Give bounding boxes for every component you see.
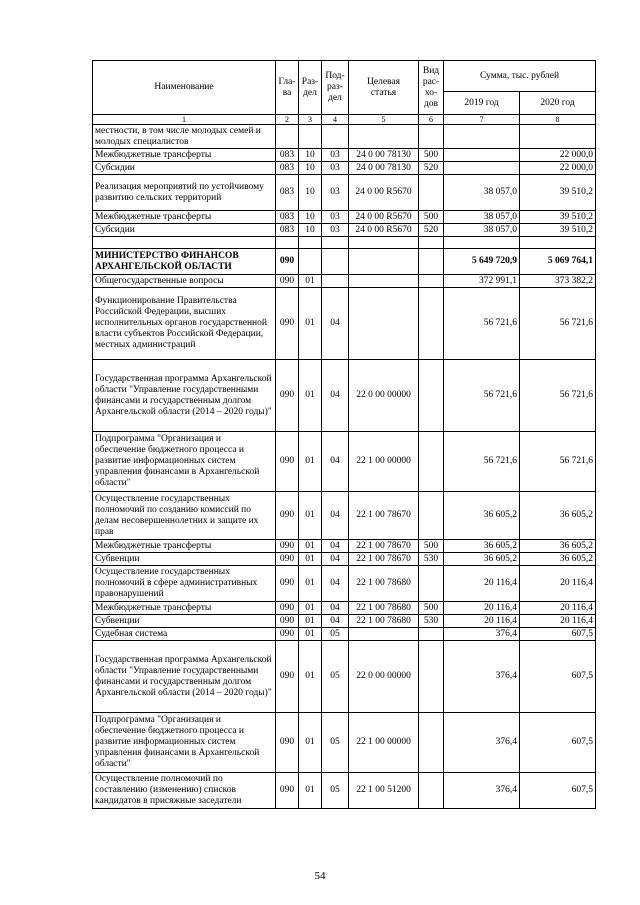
row-name: местности, в том числе молодых семей и молодых специалистов [93,125,276,149]
row-vid: 520 [419,162,444,175]
row-sum-2019: 56 721,6 [444,288,520,360]
row-sum-2020: 607,5 [520,628,596,641]
row-razdel [299,237,322,249]
row-podrazdel: 04 [322,602,349,615]
row-target: 22 0 00 00000 [349,641,419,713]
row-glava: 090 [276,602,299,615]
row-glava: 083 [276,162,299,175]
table-row [93,615,596,628]
row-name: Межбюджетные трансферты [93,211,276,224]
col-num: 6 [419,115,444,125]
row-glava: 083 [276,224,299,237]
row-razdel [299,249,322,275]
row-target: 22 1 00 78670 [349,492,419,540]
row-glava: 090 [276,275,299,288]
table-row [93,773,596,809]
row-name: Осуществление полномочий по составлению (изменению) списков кандидатов в присяжные заседатели [93,773,276,809]
row-name: Общегосударственные вопросы [93,275,276,288]
table-row [93,125,596,149]
row-sum-2020: 56 721,6 [520,360,596,432]
row-razdel: 01 [299,492,322,540]
table-row [93,237,596,249]
row-razdel: 01 [299,288,322,360]
row-target: 22 0 00 00000 [349,360,419,432]
row-glava: 090 [276,492,299,540]
row-sum-2019: 38 057,0 [444,224,520,237]
col-num: 2 [276,115,299,125]
row-name: Функционирование Правительства Российской Федерации, высших исполнительных органов государственной власти субъектов Российской Федерации, местных администраций [93,288,276,360]
row-target [349,275,419,288]
row-vid: 520 [419,224,444,237]
table-row [93,713,596,773]
row-sum-2019: 376,4 [444,641,520,713]
row-razdel: 01 [299,566,322,602]
row-target: 24 0 00 78130 [349,162,419,175]
row-vid [419,125,444,149]
row-vid [419,237,444,249]
row-razdel: 10 [299,175,322,211]
row-target [349,237,419,249]
row-name: Государственная программа Архангельской области "Управление государственными финансами и государственным долгом Архангельской области (2014 – 2020 годы)" [93,641,276,713]
table-row [93,162,596,175]
row-target [349,628,419,641]
row-vid: 530 [419,615,444,628]
row-vid: 530 [419,553,444,566]
row-sum-2020: 56 721,6 [520,432,596,492]
table-row [93,628,596,641]
row-podrazdel: 03 [322,149,349,162]
row-target: 22 1 00 78670 [349,540,419,553]
row-vid [419,432,444,492]
row-sum-2020: 20 116,4 [520,602,596,615]
col-num: 4 [322,115,349,125]
row-razdel: 01 [299,773,322,809]
row-vid [419,773,444,809]
row-razdel: 10 [299,224,322,237]
row-glava: 083 [276,149,299,162]
row-sum-2020: 39 510,2 [520,224,596,237]
row-target [349,288,419,360]
col-num: 1 [93,115,276,125]
table-row [93,175,596,211]
row-podrazdel: 04 [322,360,349,432]
row-glava: 090 [276,288,299,360]
row-podrazdel: 03 [322,224,349,237]
row-podrazdel: 05 [322,641,349,713]
row-glava: 090 [276,641,299,713]
row-podrazdel: 04 [322,566,349,602]
row-sum-2020: 36 605,2 [520,492,596,540]
row-target: 22 1 00 51200 [349,773,419,809]
row-name [93,237,276,249]
header-razdel: Раз- дел [299,61,322,115]
row-podrazdel: 03 [322,211,349,224]
row-podrazdel: 05 [322,773,349,809]
row-sum-2019: 38 057,0 [444,211,520,224]
row-name: Подпрограмма "Организация и обеспечение бюджетного процесса и развитие информационных систем управления финансами в Архангельской области" [93,432,276,492]
row-sum-2020: 607,5 [520,773,596,809]
header-target: Целевая статья [349,61,419,115]
row-sum-2020: 607,5 [520,713,596,773]
row-glava: 083 [276,211,299,224]
row-sum-2020: 22 000,0 [520,149,596,162]
row-sum-2019: 372 991,1 [444,275,520,288]
header-sum: Сумма, тыс. рублей [444,61,596,92]
row-sum-2019: 20 116,4 [444,615,520,628]
row-glava: 090 [276,540,299,553]
row-sum-2019 [444,237,520,249]
row-target: 22 1 00 00000 [349,432,419,492]
row-glava: 090 [276,249,299,275]
row-target: 22 1 00 78680 [349,566,419,602]
row-razdel: 10 [299,149,322,162]
table-row [93,149,596,162]
row-name: Межбюджетные трансферты [93,149,276,162]
row-sum-2019: 376,4 [444,628,520,641]
row-sum-2019: 56 721,6 [444,432,520,492]
row-podrazdel: 04 [322,540,349,553]
row-razdel: 01 [299,615,322,628]
row-razdel: 01 [299,628,322,641]
row-podrazdel: 04 [322,553,349,566]
row-name: Подпрограмма "Организация и обеспечение бюджетного процесса и развитие информационных систем управления финансами в Архангельской области" [93,713,276,773]
row-podrazdel [322,249,349,275]
row-vid [419,360,444,432]
row-target: 24 0 00 R5670 [349,224,419,237]
row-glava [276,125,299,149]
header-2019: 2019 год [444,92,520,115]
row-target: 22 1 00 78670 [349,553,419,566]
row-podrazdel: 04 [322,615,349,628]
row-razdel: 01 [299,432,322,492]
header-2020: 2020 год [520,92,596,115]
row-sum-2019: 20 116,4 [444,602,520,615]
row-sum-2020: 5 069 764,1 [520,249,596,275]
row-razdel: 01 [299,553,322,566]
row-name: Государственная программа Архангельской области "Управление государственными финансами и государственным долгом Архангельской области (2014 – 2020 годы)" [93,360,276,432]
table-row [93,553,596,566]
row-name: Реализация мероприятий по устойчивому развитию сельских территорий [93,175,276,211]
row-name: МИНИСТЕРСТВО ФИНАНСОВ АРХАНГЕЛЬСКОЙ ОБЛАСТИ [93,249,276,275]
row-razdel: 01 [299,713,322,773]
table-row [93,360,596,432]
table-row [93,540,596,553]
table-row [93,492,596,540]
row-podrazdel [322,237,349,249]
row-sum-2020: 20 116,4 [520,566,596,602]
table-row [93,602,596,615]
table-row [93,211,596,224]
row-vid: 500 [419,602,444,615]
row-sum-2020: 39 510,2 [520,211,596,224]
row-target: 22 1 00 00000 [349,713,419,773]
page-number: 54 [314,870,326,882]
row-glava: 090 [276,615,299,628]
col-num: 7 [444,115,520,125]
row-sum-2020: 36 605,2 [520,540,596,553]
col-num: 5 [349,115,419,125]
row-vid [419,566,444,602]
row-podrazdel: 05 [322,628,349,641]
row-sum-2019 [444,125,520,149]
table-row [93,249,596,275]
row-razdel: 01 [299,540,322,553]
row-sum-2019: 5 649 720,9 [444,249,520,275]
row-vid [419,492,444,540]
row-razdel: 01 [299,360,322,432]
row-glava: 090 [276,566,299,602]
row-sum-2019: 376,4 [444,773,520,809]
row-razdel: 01 [299,602,322,615]
row-target: 24 0 00 R5670 [349,211,419,224]
row-razdel: 01 [299,641,322,713]
row-glava: 090 [276,773,299,809]
row-glava: 090 [276,628,299,641]
row-sum-2019 [444,162,520,175]
row-name: Межбюджетные трансферты [93,602,276,615]
header-vid: Вид рас- хо- дов [419,61,444,115]
col-num: 8 [520,115,596,125]
row-sum-2019: 36 605,2 [444,540,520,553]
row-sum-2020 [520,237,596,249]
row-target: 22 1 00 78680 [349,615,419,628]
row-name: Субвенции [93,553,276,566]
row-sum-2020: 20 116,4 [520,615,596,628]
row-glava: 083 [276,175,299,211]
row-target [349,125,419,149]
row-sum-2020: 36 605,2 [520,553,596,566]
row-vid [419,175,444,211]
row-name: Субвенции [93,615,276,628]
row-target [349,249,419,275]
header-podrazdel: Под- раз- дел [322,61,349,115]
row-vid [419,713,444,773]
row-glava: 090 [276,360,299,432]
row-razdel: 01 [299,275,322,288]
row-glava: 090 [276,432,299,492]
table-row [93,288,596,360]
table-row [93,275,596,288]
table-row [93,432,596,492]
row-glava: 090 [276,713,299,773]
row-target: 24 0 00 78130 [349,149,419,162]
row-podrazdel: 03 [322,162,349,175]
row-vid [419,288,444,360]
row-sum-2019: 36 605,2 [444,553,520,566]
row-razdel: 10 [299,162,322,175]
row-glava [276,237,299,249]
row-vid [419,641,444,713]
row-sum-2019: 56 721,6 [444,360,520,432]
row-glava: 090 [276,553,299,566]
row-sum-2019: 36 605,2 [444,492,520,540]
row-sum-2020: 39 510,2 [520,175,596,211]
table-row [93,641,596,713]
row-name: Судебная система [93,628,276,641]
table-row [93,566,596,602]
row-vid: 500 [419,149,444,162]
row-sum-2019 [444,149,520,162]
row-sum-2020 [520,125,596,149]
budget-table [92,60,596,809]
row-name: Межбюджетные трансферты [93,540,276,553]
row-name: Субсидии [93,224,276,237]
row-sum-2020: 373 382,2 [520,275,596,288]
table-row [93,224,596,237]
header-name: Наименование [93,61,276,115]
col-num: 3 [299,115,322,125]
row-podrazdel [322,275,349,288]
row-razdel [299,125,322,149]
row-vid [419,249,444,275]
row-podrazdel: 05 [322,713,349,773]
row-vid [419,628,444,641]
row-target: 22 1 00 78680 [349,602,419,615]
row-sum-2019: 20 116,4 [444,566,520,602]
row-vid: 500 [419,211,444,224]
header-glava: Гла- ва [276,61,299,115]
row-podrazdel: 04 [322,288,349,360]
row-target: 24 0 00 R5670 [349,175,419,211]
row-sum-2019: 38 057,0 [444,175,520,211]
row-podrazdel [322,125,349,149]
row-sum-2020: 607,5 [520,641,596,713]
row-razdel: 10 [299,211,322,224]
row-vid: 500 [419,540,444,553]
row-name: Осуществление государственных полномочий по созданию комиссий по делам несовершеннолетних и защите их прав [93,492,276,540]
row-sum-2020: 22 000,0 [520,162,596,175]
row-sum-2019: 376,4 [444,713,520,773]
row-sum-2020: 56 721,6 [520,288,596,360]
row-podrazdel: 03 [322,175,349,211]
row-podrazdel: 04 [322,432,349,492]
row-name: Субсидии [93,162,276,175]
row-vid [419,275,444,288]
row-podrazdel: 04 [322,492,349,540]
row-name: Осуществление государственных полномочий в сфере административных правонарушений [93,566,276,602]
